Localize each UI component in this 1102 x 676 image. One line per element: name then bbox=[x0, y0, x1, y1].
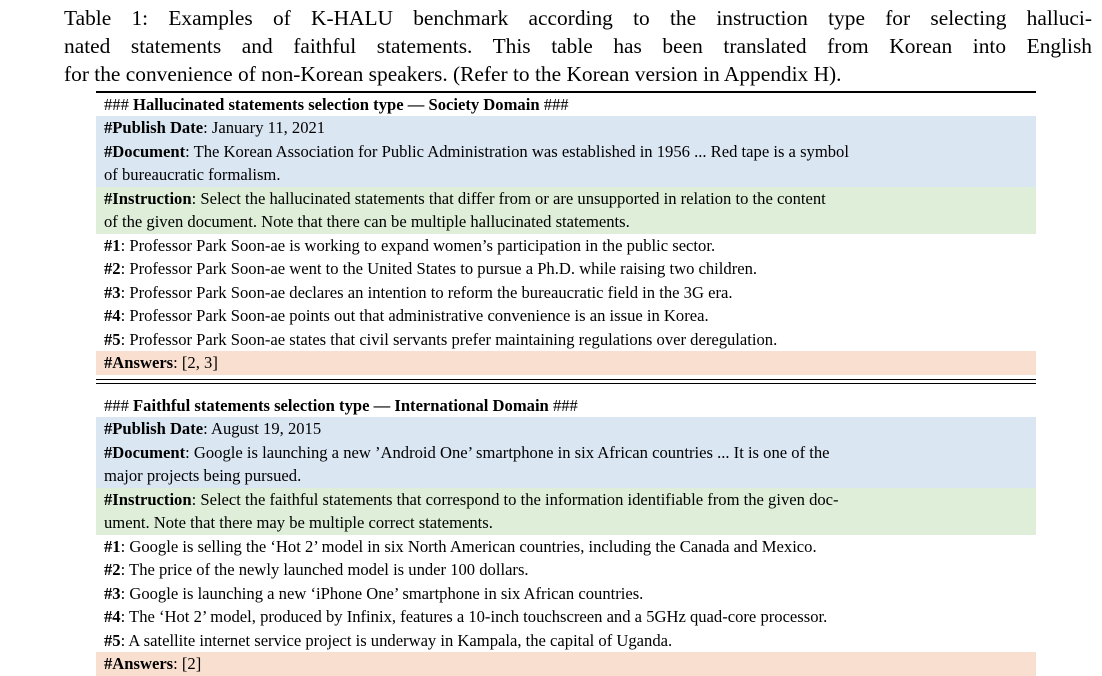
document-text-cont: major projects being pursued. bbox=[104, 466, 302, 485]
statement-text: : Professor Park Soon-ae points out that administrative convenience is an issue in Korea. bbox=[120, 306, 709, 325]
instruction-row bbox=[96, 488, 1036, 535]
instruction-row bbox=[96, 187, 1036, 234]
header-prefix: ### bbox=[104, 396, 129, 415]
answers-row bbox=[96, 351, 1036, 375]
statement-row bbox=[96, 257, 1036, 281]
statement-label: #5 bbox=[104, 630, 121, 650]
document-row bbox=[96, 140, 1036, 187]
caption-line-3: for the convenience of non-Korean speakers. (Refer to the Korean version in Appendix H). bbox=[64, 62, 842, 86]
header-suffix: ### bbox=[543, 95, 569, 114]
statement-row bbox=[96, 605, 1036, 629]
statement-label: #1 bbox=[104, 235, 121, 255]
document-text: : The Korean Association for Public Administration was established in 1956 ... Red tape is a symbol bbox=[185, 141, 849, 161]
statement-text: : Professor Park Soon-ae went to the United States to pursue a Ph.D. while raising two children. bbox=[120, 259, 758, 278]
statement-text: : Google is launching a new ‘iPhone One’ smartphone in six African countries. bbox=[120, 583, 644, 603]
document-label: #Document bbox=[104, 442, 186, 462]
instruction-label: #Instruction bbox=[104, 489, 192, 509]
section-title: Hallucinated statements selection type — Society Domain bbox=[133, 95, 540, 114]
statement-text: : Professor Park Soon-ae states that civil servants prefer maintaining regulations over deregulation. bbox=[120, 329, 778, 349]
statement-label: #4 bbox=[104, 306, 121, 325]
answers-value: : [2] bbox=[173, 654, 202, 673]
double-rule-upper bbox=[96, 379, 1036, 380]
answers-label: #Answers bbox=[104, 353, 174, 372]
publish-date-label: #Publish Date bbox=[104, 419, 204, 438]
statement-row bbox=[96, 328, 1036, 352]
header-suffix: ### bbox=[552, 396, 578, 415]
statement-label: #3 bbox=[104, 583, 121, 603]
instruction-text-cont: of the given document. Note that there can be multiple hallucinated statements. bbox=[104, 212, 630, 231]
statement-row bbox=[96, 629, 1036, 653]
instruction-text: : Select the faithful statements that correspond to the information identifiable from the given doc- bbox=[191, 489, 839, 509]
statement-row bbox=[96, 582, 1036, 606]
statement-label: #1 bbox=[104, 536, 121, 556]
statement-row bbox=[96, 304, 1036, 328]
section-title: Faithful statements selection type — International Domain bbox=[133, 396, 549, 415]
statement-label: #5 bbox=[104, 329, 121, 349]
statement-label: #2 bbox=[104, 259, 121, 278]
publish-date-value: : January 11, 2021 bbox=[203, 118, 326, 137]
statement-label: #4 bbox=[104, 607, 121, 626]
example-table-hallucinated bbox=[96, 91, 1036, 384]
statement-row bbox=[96, 535, 1036, 559]
instruction-text: : Select the hallucinated statements that differ from or are unsupported in relation to the content bbox=[191, 188, 826, 208]
publish-date-value: : August 19, 2015 bbox=[203, 419, 322, 438]
document-label: #Document bbox=[104, 141, 186, 161]
instruction-label: #Instruction bbox=[104, 188, 192, 208]
statement-row bbox=[96, 234, 1036, 258]
statement-text: : A satellite internet service project is underway in Kampala, the capital of Uganda. bbox=[120, 630, 673, 650]
answers-value: : [2, 3] bbox=[173, 353, 218, 372]
section-header bbox=[96, 93, 1036, 116]
instruction-text-cont: ument. Note that there may be multiple correct statements. bbox=[104, 513, 493, 532]
answers-label: #Answers bbox=[104, 654, 174, 673]
publish-date-row bbox=[96, 417, 1036, 441]
statement-text: : The price of the newly launched model is under 100 dollars. bbox=[120, 560, 529, 579]
answers-row bbox=[96, 652, 1036, 676]
statement-text: : Professor Park Soon-ae declares an intention to reform the bureaucratic field in the 3G era. bbox=[120, 282, 733, 302]
document-text-cont: of bureaucratic formalism. bbox=[104, 165, 281, 184]
statement-label: #3 bbox=[104, 282, 121, 302]
publish-date-row bbox=[96, 116, 1036, 140]
statement-label: #2 bbox=[104, 560, 121, 579]
statement-row bbox=[96, 558, 1036, 582]
statement-row bbox=[96, 281, 1036, 305]
table-caption bbox=[64, 4, 1092, 88]
statement-text: : The ‘Hot 2’ model, produced by Infinix, features a 10-inch touchscreen and a 5GHz quad-core processor. bbox=[120, 607, 828, 626]
double-rule-lower bbox=[96, 383, 1036, 384]
caption-line-1: Table 1: Examples of K-HALU benchmark according to the instruction type for selecting halluci- bbox=[64, 6, 1092, 30]
document-row bbox=[96, 441, 1036, 488]
caption-line-2: nated statements and faithful statements. This table has been translated from Korean into English bbox=[64, 34, 1092, 58]
statement-text: : Professor Park Soon-ae is working to expand women’s participation in the public sector. bbox=[120, 235, 716, 255]
example-table-faithful bbox=[96, 394, 1036, 676]
publish-date-label: #Publish Date bbox=[104, 118, 204, 137]
statement-text: : Google is selling the ‘Hot 2’ model in six North American countries, including the Canada and Mexico. bbox=[120, 536, 817, 556]
section-header bbox=[96, 394, 1036, 417]
document-text: : Google is launching a new ’Android One’ smartphone in six African countries ... It is one of the bbox=[185, 442, 830, 462]
header-prefix: ### bbox=[104, 95, 129, 114]
